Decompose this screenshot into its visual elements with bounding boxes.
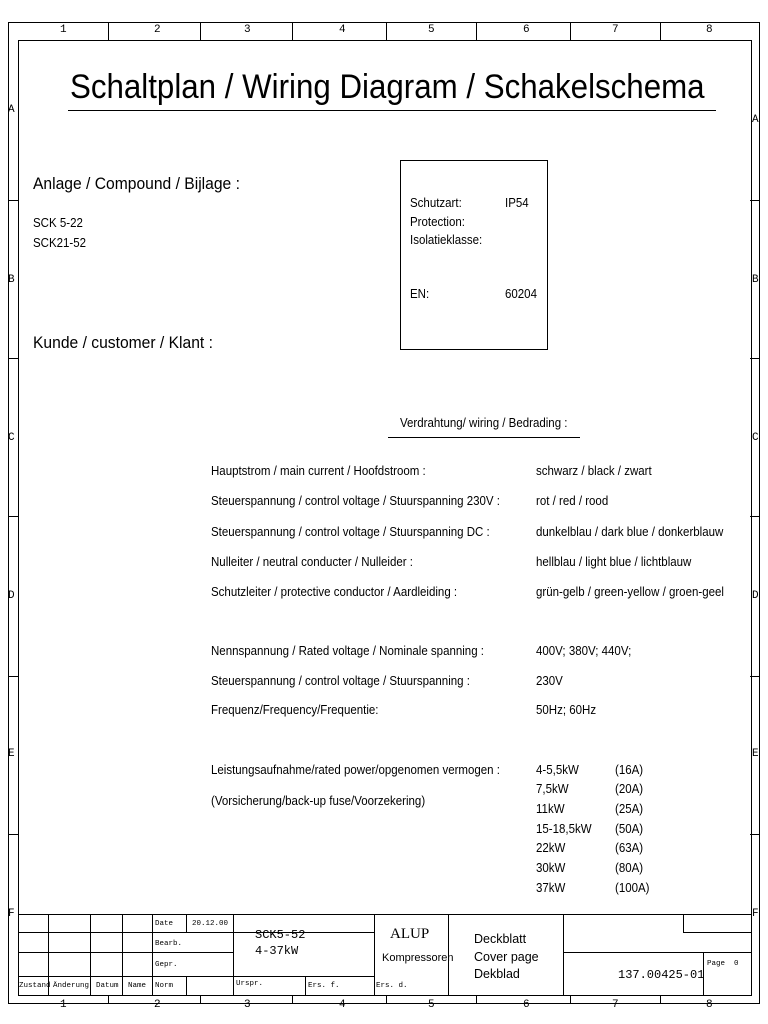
column-number: 1	[60, 24, 67, 36]
en-value: 60204	[505, 287, 537, 301]
column-number: 5	[428, 24, 435, 36]
power-value: 7,5kW	[536, 782, 569, 796]
power-value: 30kW	[536, 861, 566, 875]
brand-logo: ALUP	[390, 926, 430, 942]
fuse-value: (20A)	[615, 782, 644, 796]
fuse-value: (100A)	[615, 881, 650, 895]
wiring-row-value: hellblau / light blue / lichtblauw	[536, 555, 692, 569]
voltage-row-label: Nennspannung / Rated voltage / Nominale spanning :	[211, 644, 484, 658]
row-letter: E	[752, 748, 759, 760]
row-letter: C	[8, 432, 15, 444]
name-label: Name	[128, 982, 147, 990]
title-underline	[68, 110, 716, 111]
column-number: 4	[339, 999, 346, 1011]
en-label: EN:	[410, 287, 430, 301]
page-label: Page	[707, 960, 726, 968]
column-number: 2	[154, 24, 161, 36]
row-letter: F	[8, 908, 15, 920]
page-title: Schaltplan / Wiring Diagram / Schakelschema	[70, 68, 705, 106]
fuse-label: (Vorsicherung/back-up fuse/Voorzekering)	[211, 794, 426, 808]
row-letter: B	[8, 274, 15, 286]
model-line-1: SCK5-52	[255, 928, 306, 942]
protection-box	[400, 160, 548, 350]
voltage-row-label: Frequenz/Frequency/Frequentie:	[211, 703, 379, 717]
power-value: 4-5,5kW	[536, 763, 579, 777]
protection-label: Protection:	[410, 215, 465, 229]
schutzart-value: IP54	[505, 196, 529, 210]
wiring-row-label: Nulleiter / neutral conducter / Nulleider :	[211, 555, 413, 569]
column-number: 4	[339, 24, 346, 36]
norm-label: Norm	[155, 982, 174, 990]
fuse-value: (50A)	[615, 822, 644, 836]
wiring-row-label: Hauptstrom / main current / Hoofdstroom :	[211, 464, 426, 478]
column-number: 3	[244, 24, 251, 36]
column-number: 7	[612, 24, 619, 36]
page-value: 0	[734, 960, 739, 968]
column-number: 6	[523, 24, 530, 36]
fuse-value: (63A)	[615, 841, 644, 855]
wiring-row-label: Schutzleiter / protective conductor / Aardleiding :	[211, 585, 458, 599]
column-number: 2	[154, 999, 161, 1011]
wiring-row-value: grün-gelb / green-yellow / groen-geel	[536, 585, 724, 599]
doc-title-line-1: Deckblatt	[474, 932, 527, 946]
zustand-label: Zustand	[19, 982, 51, 990]
schutzart-label: Schutzart:	[410, 196, 462, 210]
column-number: 7	[612, 999, 619, 1011]
fuse-value: (80A)	[615, 861, 644, 875]
power-value: 11kW	[536, 802, 565, 816]
row-letter: F	[752, 908, 759, 920]
voltage-row-value: 400V; 380V; 440V;	[536, 644, 632, 658]
ers-f-label: Ers. f.	[308, 982, 340, 990]
wiring-row-value: schwarz / black / zwart	[536, 464, 652, 478]
power-label: Leistungsaufnahme/rated power/opgenomen vermogen :	[211, 763, 500, 777]
compound-heading: Anlage / Compound / Bijlage :	[33, 174, 240, 193]
row-letter: C	[752, 432, 759, 444]
power-value: 22kW	[536, 841, 566, 855]
aenderung-label: Änderung	[53, 982, 90, 990]
row-letter: D	[8, 590, 15, 602]
wiring-row-label: Steuerspannung / control voltage / Stuurspanning DC :	[211, 525, 490, 539]
date-label: Date	[155, 920, 174, 928]
urspr-label: Urspr.	[236, 980, 264, 988]
compound-item: SCK 5-22	[33, 216, 83, 230]
doc-title-line-3: Dekblad	[474, 967, 520, 981]
column-number: 3	[244, 999, 251, 1011]
row-letter: E	[8, 748, 15, 760]
wiring-heading: Verdrahtung/ wiring / Bedrading :	[400, 416, 568, 430]
column-number: 8	[706, 24, 713, 36]
column-number: 1	[60, 999, 67, 1011]
title-block	[18, 914, 752, 996]
gepr-label: Gepr.	[155, 961, 178, 969]
wiring-row-label: Steuerspannung / control voltage / Stuurspanning 230V :	[211, 494, 500, 508]
compound-item: SCK21-52	[33, 236, 87, 250]
row-letter: A	[8, 104, 15, 116]
row-letter: A	[752, 114, 759, 126]
model-line-2: 4-37kW	[255, 944, 299, 958]
doc-number: 137.00425-01	[618, 968, 705, 982]
fuse-value: (16A)	[615, 763, 644, 777]
column-number: 8	[706, 999, 713, 1011]
doc-title-line-2: Cover page	[474, 950, 539, 964]
voltage-row-value: 230V	[536, 674, 563, 688]
wiring-heading-underline	[388, 437, 580, 438]
power-value: 37kW	[536, 881, 566, 895]
date-value: 20.12.00	[192, 920, 229, 928]
ers-d-label: Ers. d.	[376, 982, 408, 990]
voltage-row-value: 50Hz; 60Hz	[536, 703, 597, 717]
power-value: 15-18,5kW	[536, 822, 592, 836]
wiring-row-value: rot / red / rood	[536, 494, 609, 508]
datum-label: Datum	[96, 982, 119, 990]
wiring-row-value: dunkelblau / dark blue / donkerblauw	[536, 525, 724, 539]
row-letter: D	[752, 590, 759, 602]
column-number: 5	[428, 999, 435, 1011]
row-letter: B	[752, 274, 759, 286]
isolatie-label: Isolatieklasse:	[410, 233, 483, 247]
voltage-row-label: Steuerspannung / control voltage / Stuurspanning :	[211, 674, 470, 688]
column-number: 6	[523, 999, 530, 1011]
brand-subtitle: Kompressoren	[382, 952, 454, 964]
bearb-label: Bearb.	[155, 940, 183, 948]
fuse-value: (25A)	[615, 802, 644, 816]
customer-heading: Kunde / customer / Klant :	[33, 333, 213, 352]
